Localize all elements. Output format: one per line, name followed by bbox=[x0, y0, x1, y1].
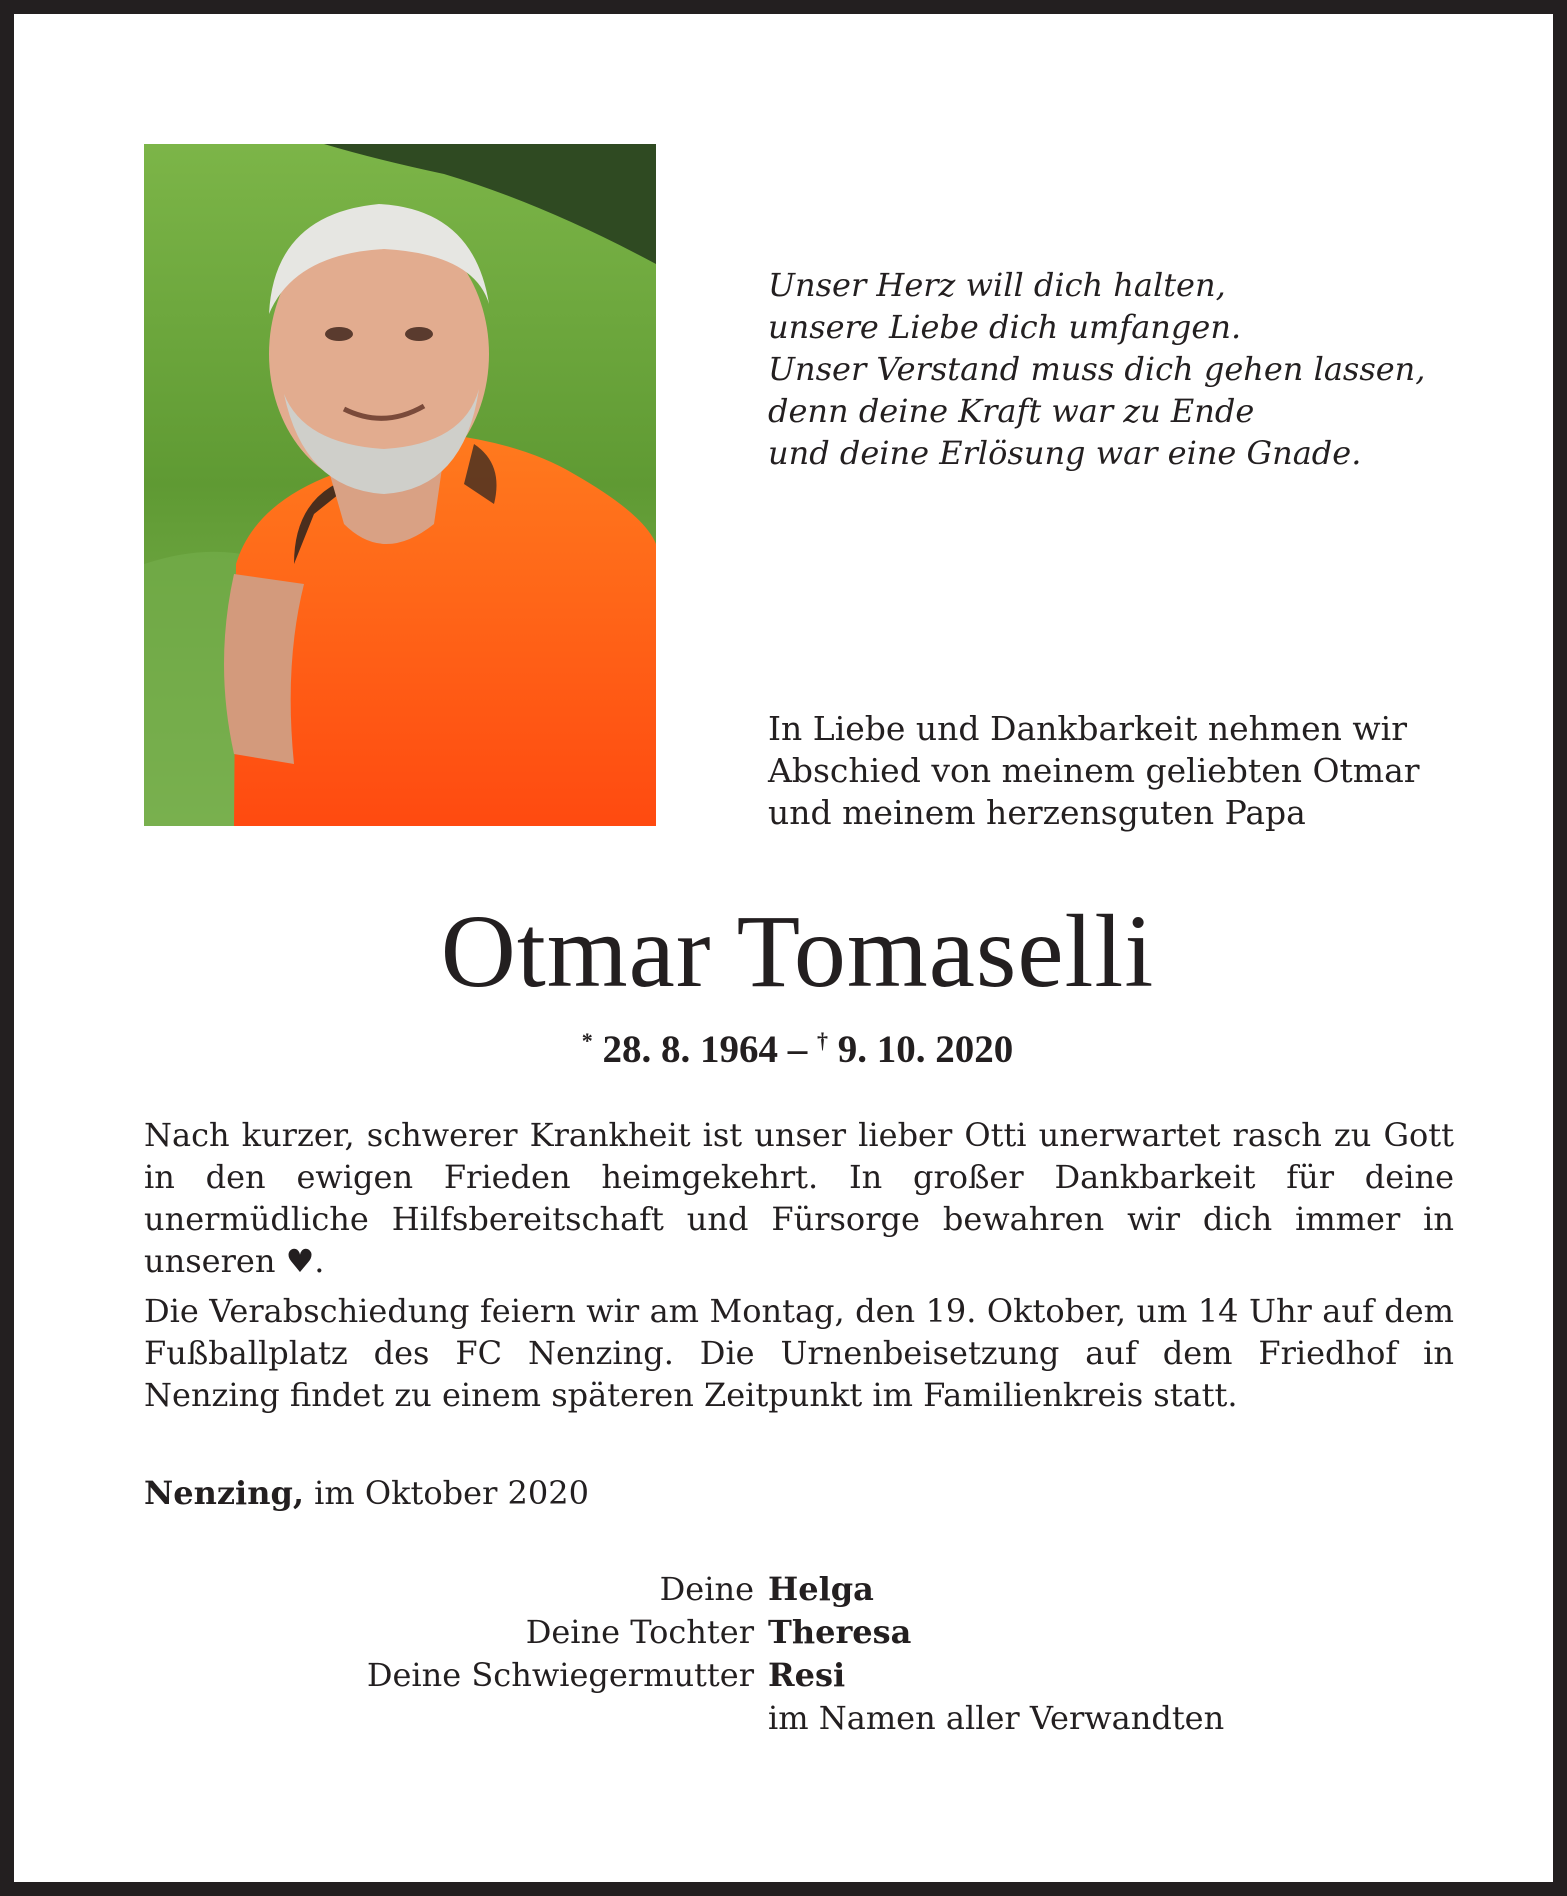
intro-line: Abschied von meinem geliebten Otmar bbox=[768, 751, 1420, 790]
signatory-name: Helga bbox=[768, 1570, 874, 1608]
signatory-role: Deine bbox=[659, 1570, 754, 1608]
signatories bbox=[214, 1568, 1314, 1740]
poem-line: Unser Verstand muss dich gehen lassen, bbox=[768, 350, 1426, 388]
signatory-role: Deine Schwiegermutter bbox=[366, 1656, 754, 1694]
place-date bbox=[144, 1472, 589, 1514]
death-date: 9. 10. 2020 bbox=[837, 1028, 1014, 1071]
poem-line: unsere Liebe dich umfangen. bbox=[768, 308, 1242, 346]
poem-line: und deine Erlösung war eine Gnade. bbox=[768, 434, 1362, 472]
body-paragraph-2: Die Verabschiedung feiern wir am Montag, den 19. Oktober, um 14 Uhr auf dem Fußballplatz des FC Nenzing. Die Urnenbeisetzung auf dem Friedhof in Nenzing findet zu einem späteren Zeitpunkt im Familienkreis statt. bbox=[144, 1292, 1454, 1414]
intro-text bbox=[768, 708, 1458, 834]
poem bbox=[768, 264, 1488, 474]
portrait-illustration bbox=[144, 144, 656, 826]
body-paragraph-1: Nach kurzer, schwerer Krankheit ist unser lieber Otti unerwartet rasch zu Gott in den ewigen Frieden heimgekehrt. In großer Dankbarkeit für deine unermüdliche Hilfsbereitschaft und Fürsorge bewahren wir dich immer in unseren ♥. bbox=[144, 1116, 1454, 1280]
life-dates bbox=[14, 1016, 1567, 1075]
closing-row bbox=[214, 1697, 1314, 1740]
birth-date: 28. 8. 1964 bbox=[602, 1028, 778, 1071]
intro-line: und meinem herzensguten Papa bbox=[768, 793, 1306, 832]
poem-line: denn deine Kraft war zu Ende bbox=[768, 392, 1255, 430]
obituary-body bbox=[144, 1114, 1454, 1424]
place-town: Nenzing, bbox=[144, 1474, 304, 1512]
signatory-name: Resi bbox=[768, 1656, 846, 1694]
signatory-name: Theresa bbox=[768, 1613, 912, 1651]
birth-mark: * bbox=[581, 1028, 593, 1053]
signatory-row bbox=[214, 1611, 1314, 1654]
death-mark: † bbox=[817, 1028, 828, 1053]
closing-text: im Namen aller Verwandten bbox=[768, 1699, 1225, 1737]
signatory-row bbox=[214, 1654, 1314, 1697]
intro-line: In Liebe und Dankbarkeit nehmen wir bbox=[768, 709, 1408, 748]
poem-line: Unser Herz will dich halten, bbox=[768, 266, 1226, 304]
portrait-photo bbox=[144, 144, 656, 826]
place-date-text: im Oktober 2020 bbox=[303, 1474, 589, 1512]
signatory-row bbox=[214, 1568, 1314, 1611]
date-separator: – bbox=[778, 1028, 817, 1071]
signatory-role: Deine Tochter bbox=[525, 1613, 754, 1651]
deceased-name: Otmar Tomaselli bbox=[440, 894, 1155, 1009]
